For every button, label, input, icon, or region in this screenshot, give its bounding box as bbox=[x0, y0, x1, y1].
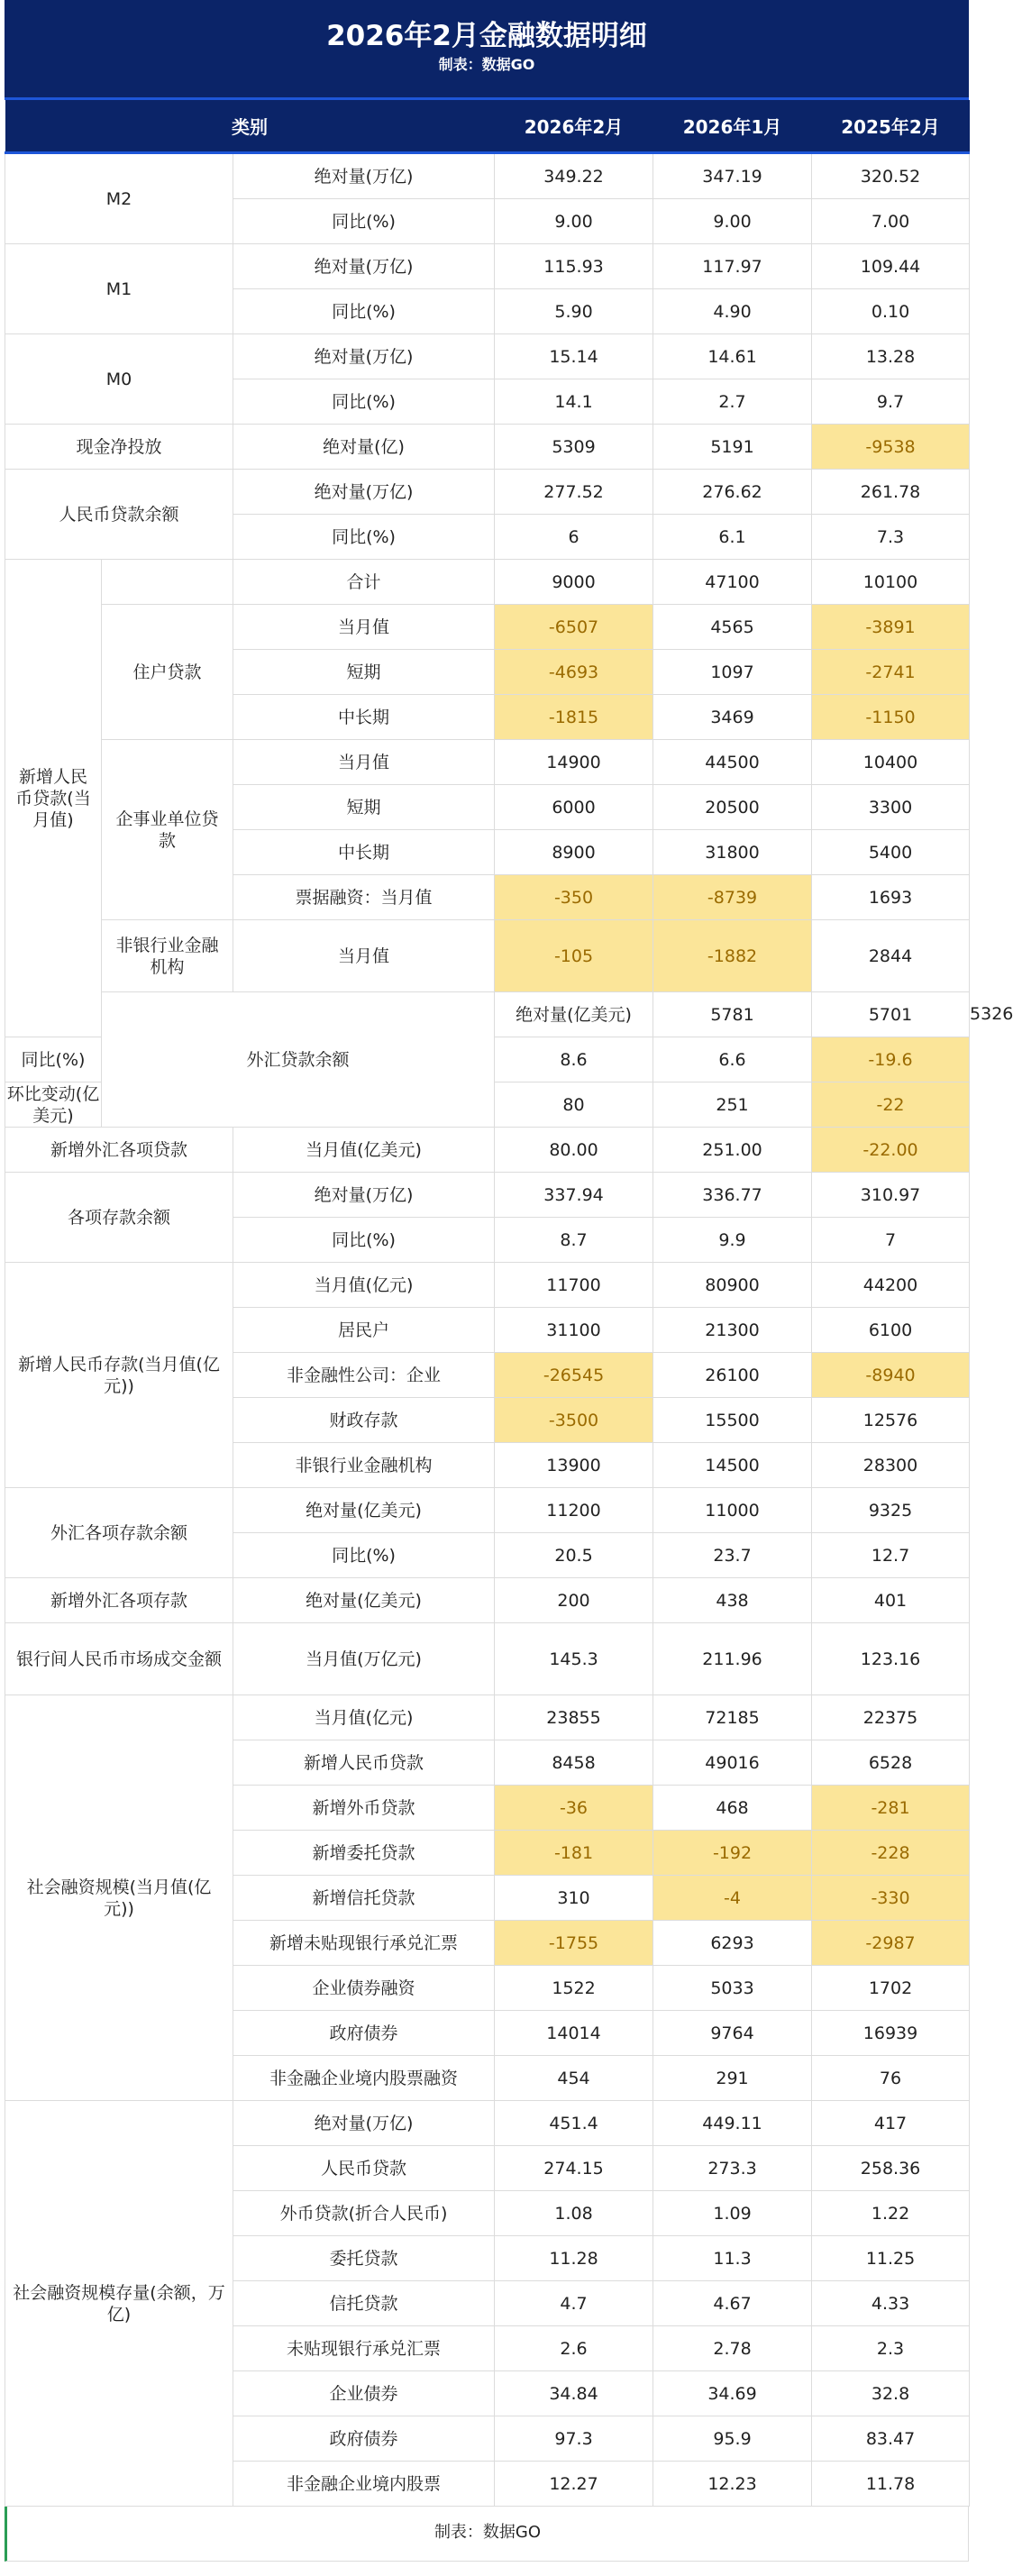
value-cell: 451.4 bbox=[495, 2101, 653, 2146]
page-subtitle: 制表：数据GO bbox=[438, 56, 535, 73]
indicator-cell: 外币贷款(折合人民币) bbox=[233, 2191, 495, 2236]
value-cell: 9.00 bbox=[495, 199, 653, 244]
indicator-cell: 当月值(亿元) bbox=[233, 1263, 495, 1308]
value-cell: 16939 bbox=[812, 2011, 970, 2056]
category-cell: 外汇贷款余额 bbox=[102, 992, 495, 1128]
table-row bbox=[5, 1173, 970, 1218]
indicator-cell: 非金融企业境内股票 bbox=[233, 2462, 495, 2507]
value-cell: 123.16 bbox=[812, 1623, 970, 1695]
value-cell: 6 bbox=[495, 515, 653, 560]
value-cell: 2.7 bbox=[653, 379, 812, 425]
value-cell: -19.6 bbox=[812, 1037, 970, 1082]
value-cell: 454 bbox=[495, 2056, 653, 2101]
indicator-cell: 绝对量(亿美元) bbox=[495, 992, 653, 1037]
value-cell: 47100 bbox=[653, 560, 812, 605]
value-cell: 8458 bbox=[495, 1740, 653, 1786]
value-cell: -1150 bbox=[812, 695, 970, 740]
indicator-cell: 新增信托贷款 bbox=[233, 1876, 495, 1921]
value-cell: 6100 bbox=[812, 1308, 970, 1353]
value-cell: 417 bbox=[812, 2101, 970, 2146]
value-cell: 401 bbox=[812, 1578, 970, 1623]
category-cell: 人民币贷款余额 bbox=[5, 470, 233, 560]
value-cell: 21300 bbox=[653, 1308, 812, 1353]
value-cell: -181 bbox=[495, 1831, 653, 1876]
category-cell: M2 bbox=[5, 153, 233, 244]
value-cell: -4693 bbox=[495, 650, 653, 695]
value-cell: 80900 bbox=[653, 1263, 812, 1308]
category-cell: 现金净投放 bbox=[5, 425, 233, 470]
value-cell: 9000 bbox=[495, 560, 653, 605]
value-cell: 4565 bbox=[653, 605, 812, 650]
value-cell: -6507 bbox=[495, 605, 653, 650]
value-cell: 14.61 bbox=[653, 334, 812, 379]
indicator-cell: 当月值 bbox=[233, 740, 495, 785]
indicator-cell: 非金融性公司：企业 bbox=[233, 1353, 495, 1398]
value-cell: 6293 bbox=[653, 1921, 812, 1966]
value-cell: 347.19 bbox=[653, 153, 812, 199]
indicator-cell: 新增未贴现银行承兑汇票 bbox=[233, 1921, 495, 1966]
indicator-cell: 当月值(亿元) bbox=[233, 1695, 495, 1740]
table-row bbox=[5, 1695, 970, 1740]
column-header-2026-01: 2026年1月 bbox=[653, 100, 812, 153]
value-cell: 273.3 bbox=[653, 2146, 812, 2191]
value-cell: 1097 bbox=[653, 650, 812, 695]
indicator-cell: 非金融企业境内股票融资 bbox=[233, 2056, 495, 2101]
value-cell: -2987 bbox=[812, 1921, 970, 1966]
category-cell: 各项存款余额 bbox=[5, 1173, 233, 1263]
value-cell: 251.00 bbox=[653, 1128, 812, 1173]
indicator-cell: 新增外币贷款 bbox=[233, 1786, 495, 1831]
indicator-cell: 当月值(万亿元) bbox=[233, 1623, 495, 1695]
indicator-cell: 当月值 bbox=[233, 920, 495, 992]
indicator-cell: 中长期 bbox=[233, 695, 495, 740]
value-cell: 72185 bbox=[653, 1695, 812, 1740]
column-header-2025-02: 2025年2月 bbox=[812, 100, 970, 153]
value-cell: 3469 bbox=[653, 695, 812, 740]
value-cell: -3891 bbox=[812, 605, 970, 650]
value-cell: 5309 bbox=[495, 425, 653, 470]
table-row bbox=[5, 740, 970, 785]
indicator-cell: 企业债券 bbox=[233, 2371, 495, 2416]
data-table bbox=[5, 100, 1013, 2507]
value-cell: 261.78 bbox=[812, 470, 970, 515]
value-cell: 5033 bbox=[653, 1966, 812, 2011]
value-cell: 34.84 bbox=[495, 2371, 653, 2416]
value-cell: 310 bbox=[495, 1876, 653, 1921]
value-cell: 34.69 bbox=[653, 2371, 812, 2416]
value-cell: 3300 bbox=[812, 785, 970, 830]
value-cell: 83.47 bbox=[812, 2416, 970, 2462]
category-cell: 新增外汇各项贷款 bbox=[5, 1128, 233, 1173]
value-cell: 15500 bbox=[653, 1398, 812, 1443]
value-cell: 12.7 bbox=[812, 1533, 970, 1578]
table-row bbox=[5, 560, 970, 605]
indicator-cell: 政府债券 bbox=[233, 2011, 495, 2056]
table-body bbox=[5, 153, 1013, 2507]
value-cell: 6.1 bbox=[653, 515, 812, 560]
value-cell: 11.3 bbox=[653, 2236, 812, 2281]
indicator-cell: 绝对量(亿美元) bbox=[233, 1488, 495, 1533]
value-cell: 2.6 bbox=[495, 2326, 653, 2371]
value-cell: 274.15 bbox=[495, 2146, 653, 2191]
value-cell: -36 bbox=[495, 1786, 653, 1831]
indicator-cell: 居民户 bbox=[233, 1308, 495, 1353]
table-row bbox=[5, 1488, 970, 1533]
value-cell: 4.90 bbox=[653, 289, 812, 334]
footer-note: 制表：数据GO bbox=[5, 2507, 969, 2562]
table-row bbox=[5, 244, 970, 289]
value-cell: 1.09 bbox=[653, 2191, 812, 2236]
value-cell: 115.93 bbox=[495, 244, 653, 289]
table-row bbox=[5, 425, 970, 470]
indicator-cell: 当月值 bbox=[233, 605, 495, 650]
value-cell: 4.7 bbox=[495, 2281, 653, 2326]
value-cell: 2.78 bbox=[653, 2326, 812, 2371]
value-cell: 5.90 bbox=[495, 289, 653, 334]
value-cell: -350 bbox=[495, 875, 653, 920]
value-cell: 95.9 bbox=[653, 2416, 812, 2462]
value-cell: 11.28 bbox=[495, 2236, 653, 2281]
table-row bbox=[5, 920, 970, 992]
value-cell: 13900 bbox=[495, 1443, 653, 1488]
category-cell: 新增人民币存款(当月值(亿元)) bbox=[5, 1263, 233, 1488]
indicator-cell: 当月值(亿美元) bbox=[233, 1128, 495, 1173]
indicator-cell: 新增委托贷款 bbox=[233, 1831, 495, 1876]
indicator-cell: 绝对量(万亿) bbox=[233, 153, 495, 199]
value-cell: 4.33 bbox=[812, 2281, 970, 2326]
value-cell: -1755 bbox=[495, 1921, 653, 1966]
value-cell: 76 bbox=[812, 2056, 970, 2101]
value-cell: 7.00 bbox=[812, 199, 970, 244]
indicator-cell: 票据融资：当月值 bbox=[233, 875, 495, 920]
value-cell: 276.62 bbox=[653, 470, 812, 515]
category-cell: 外汇各项存款余额 bbox=[5, 1488, 233, 1578]
indicator-cell: 同比(%) bbox=[233, 289, 495, 334]
value-cell: 9.00 bbox=[653, 199, 812, 244]
value-cell: 310.97 bbox=[812, 1173, 970, 1218]
value-cell: 145.3 bbox=[495, 1623, 653, 1695]
subcategory-cell: 企事业单位贷款 bbox=[102, 740, 233, 920]
category-cell: 新增人民币贷款(当月值) bbox=[5, 560, 102, 1037]
value-cell: 5400 bbox=[812, 830, 970, 875]
indicator-cell: 绝对量(万亿) bbox=[233, 334, 495, 379]
value-cell: 5781 bbox=[653, 992, 812, 1037]
value-cell: 32.8 bbox=[812, 2371, 970, 2416]
indicator-cell: 中长期 bbox=[233, 830, 495, 875]
value-cell: 1693 bbox=[812, 875, 970, 920]
value-cell: 349.22 bbox=[495, 153, 653, 199]
indicator-cell: 同比(%) bbox=[233, 515, 495, 560]
indicator-cell: 非银行业金融机构 bbox=[233, 1443, 495, 1488]
value-cell: 12.23 bbox=[653, 2462, 812, 2507]
indicator-cell: 绝对量(万亿) bbox=[233, 470, 495, 515]
category-cell: M1 bbox=[5, 244, 233, 334]
value-cell: 11700 bbox=[495, 1263, 653, 1308]
indicator-cell: 同比(%) bbox=[5, 1037, 102, 1082]
indicator-cell: 绝对量(亿美元) bbox=[233, 1578, 495, 1623]
indicator-cell: 合计 bbox=[233, 560, 495, 605]
value-cell: 1702 bbox=[812, 1966, 970, 2011]
value-cell: 291 bbox=[653, 2056, 812, 2101]
value-cell: -1882 bbox=[653, 920, 812, 992]
value-cell: 5191 bbox=[653, 425, 812, 470]
indicator-cell: 环比变动(亿美元) bbox=[5, 1082, 102, 1128]
value-cell: 20500 bbox=[653, 785, 812, 830]
indicator-cell: 同比(%) bbox=[233, 199, 495, 244]
table-row bbox=[5, 1578, 970, 1623]
value-cell: 11.25 bbox=[812, 2236, 970, 2281]
value-cell: 438 bbox=[653, 1578, 812, 1623]
value-cell: -8940 bbox=[812, 1353, 970, 1398]
value-cell: 211.96 bbox=[653, 1623, 812, 1695]
value-cell: 449.11 bbox=[653, 2101, 812, 2146]
value-cell: -22 bbox=[812, 1082, 970, 1128]
table-row bbox=[5, 2101, 970, 2146]
table-row bbox=[5, 605, 970, 650]
indicator-cell: 政府债券 bbox=[233, 2416, 495, 2462]
value-cell: 28300 bbox=[812, 1443, 970, 1488]
value-cell: 10400 bbox=[812, 740, 970, 785]
subcategory-cell: 住户贷款 bbox=[102, 605, 233, 740]
indicator-cell: 绝对量(万亿) bbox=[233, 244, 495, 289]
value-cell: 9.9 bbox=[653, 1218, 812, 1263]
value-cell: 44200 bbox=[812, 1263, 970, 1308]
table-row bbox=[5, 1263, 970, 1308]
value-cell: 8900 bbox=[495, 830, 653, 875]
value-cell: 14900 bbox=[495, 740, 653, 785]
value-cell: 4.67 bbox=[653, 2281, 812, 2326]
value-cell: 277.52 bbox=[495, 470, 653, 515]
indicator-cell: 新增人民币贷款 bbox=[233, 1740, 495, 1786]
value-cell: 258.36 bbox=[812, 2146, 970, 2191]
indicator-cell: 财政存款 bbox=[233, 1398, 495, 1443]
value-cell: -9538 bbox=[812, 425, 970, 470]
category-cell: 社会融资规模存量(余额，万亿) bbox=[5, 2101, 233, 2507]
table-header-row bbox=[5, 100, 970, 153]
value-cell: 320.52 bbox=[812, 153, 970, 199]
report-header bbox=[5, 0, 969, 100]
value-cell: 12576 bbox=[812, 1398, 970, 1443]
value-cell: -1815 bbox=[495, 695, 653, 740]
value-cell: 14500 bbox=[653, 1443, 812, 1488]
value-cell: 11000 bbox=[653, 1488, 812, 1533]
table-row bbox=[5, 334, 970, 379]
value-cell: 44500 bbox=[653, 740, 812, 785]
value-cell: 12.27 bbox=[495, 2462, 653, 2507]
column-header-category: 类别 bbox=[5, 100, 495, 153]
value-cell: 80 bbox=[495, 1082, 653, 1128]
value-cell: 8.6 bbox=[495, 1037, 653, 1082]
table-row bbox=[5, 1128, 970, 1173]
value-cell: 97.3 bbox=[495, 2416, 653, 2462]
value-cell: 336.77 bbox=[653, 1173, 812, 1218]
value-cell: 1522 bbox=[495, 1966, 653, 2011]
table-row bbox=[5, 153, 970, 199]
value-cell: 31100 bbox=[495, 1308, 653, 1353]
table-row bbox=[5, 470, 970, 515]
value-cell: 14014 bbox=[495, 2011, 653, 2056]
value-cell: 0.10 bbox=[812, 289, 970, 334]
value-cell: -3500 bbox=[495, 1398, 653, 1443]
value-cell: 20.5 bbox=[495, 1533, 653, 1578]
indicator-cell: 同比(%) bbox=[233, 1218, 495, 1263]
value-cell: 23855 bbox=[495, 1695, 653, 1740]
value-cell: 6528 bbox=[812, 1740, 970, 1786]
value-cell: 22375 bbox=[812, 1695, 970, 1740]
value-cell: 31800 bbox=[653, 830, 812, 875]
indicator-cell: 短期 bbox=[233, 650, 495, 695]
value-cell: 468 bbox=[653, 1786, 812, 1831]
column-header-2026-02: 2026年2月 bbox=[495, 100, 653, 153]
value-cell: 9764 bbox=[653, 2011, 812, 2056]
value-cell: 251 bbox=[653, 1082, 812, 1128]
value-cell: 11.78 bbox=[812, 2462, 970, 2507]
value-cell: 8.7 bbox=[495, 1218, 653, 1263]
value-cell: 80.00 bbox=[495, 1128, 653, 1173]
value-cell: 11200 bbox=[495, 1488, 653, 1533]
value-cell: 49016 bbox=[653, 1740, 812, 1786]
value-cell: 10100 bbox=[812, 560, 970, 605]
indicator-cell: 绝对量(万亿) bbox=[233, 2101, 495, 2146]
value-cell: 13.28 bbox=[812, 334, 970, 379]
value-cell: 1.22 bbox=[812, 2191, 970, 2236]
value-cell: -330 bbox=[812, 1876, 970, 1921]
category-cell: M0 bbox=[5, 334, 233, 425]
indicator-cell: 短期 bbox=[233, 785, 495, 830]
value-cell: -4 bbox=[653, 1876, 812, 1921]
category-cell: 银行间人民币市场成交金额 bbox=[5, 1623, 233, 1695]
report bbox=[5, 0, 1013, 2562]
indicator-cell: 同比(%) bbox=[233, 379, 495, 425]
value-cell: 14.1 bbox=[495, 379, 653, 425]
indicator-cell: 企业债券融资 bbox=[233, 1966, 495, 2011]
page-title: 2026年2月金融数据明细 bbox=[326, 20, 647, 52]
value-cell: -2741 bbox=[812, 650, 970, 695]
value-cell: 7 bbox=[812, 1218, 970, 1263]
value-cell: 337.94 bbox=[495, 1173, 653, 1218]
subcategory-cell: 非银行业金融机构 bbox=[102, 920, 233, 992]
subcategory-cell bbox=[102, 560, 233, 605]
value-cell: -192 bbox=[653, 1831, 812, 1876]
value-cell: 9325 bbox=[812, 1488, 970, 1533]
value-cell: 2.3 bbox=[812, 2326, 970, 2371]
value-cell: -228 bbox=[812, 1831, 970, 1876]
value-cell: 117.97 bbox=[653, 244, 812, 289]
value-cell: 2844 bbox=[812, 920, 970, 992]
value-cell: 109.44 bbox=[812, 244, 970, 289]
value-cell: 23.7 bbox=[653, 1533, 812, 1578]
value-cell: 1.08 bbox=[495, 2191, 653, 2236]
value-cell: -26545 bbox=[495, 1353, 653, 1398]
value-cell: 5701 bbox=[812, 992, 970, 1037]
value-cell: 26100 bbox=[653, 1353, 812, 1398]
value-cell: 15.14 bbox=[495, 334, 653, 379]
value-cell: -8739 bbox=[653, 875, 812, 920]
indicator-cell: 人民币贷款 bbox=[233, 2146, 495, 2191]
table-row: 外汇贷款余额 绝对量(亿美元) 5781 5701 5326 bbox=[5, 992, 970, 1037]
indicator-cell: 信托贷款 bbox=[233, 2281, 495, 2326]
indicator-cell: 绝对量(万亿) bbox=[233, 1173, 495, 1218]
value-cell: 7.3 bbox=[812, 515, 970, 560]
indicator-cell: 未贴现银行承兑汇票 bbox=[233, 2326, 495, 2371]
value-cell: -281 bbox=[812, 1786, 970, 1831]
category-cell: 新增外汇各项存款 bbox=[5, 1578, 233, 1623]
category-cell: 社会融资规模(当月值(亿元)) bbox=[5, 1695, 233, 2101]
value-cell: -105 bbox=[495, 920, 653, 992]
indicator-cell: 绝对量(亿) bbox=[233, 425, 495, 470]
value-cell: 6000 bbox=[495, 785, 653, 830]
value-cell: -22.00 bbox=[812, 1128, 970, 1173]
value-cell: 9.7 bbox=[812, 379, 970, 425]
indicator-cell: 委托贷款 bbox=[233, 2236, 495, 2281]
table-row bbox=[5, 1623, 970, 1695]
indicator-cell: 同比(%) bbox=[233, 1533, 495, 1578]
value-cell: 6.6 bbox=[653, 1037, 812, 1082]
value-cell: 200 bbox=[495, 1578, 653, 1623]
